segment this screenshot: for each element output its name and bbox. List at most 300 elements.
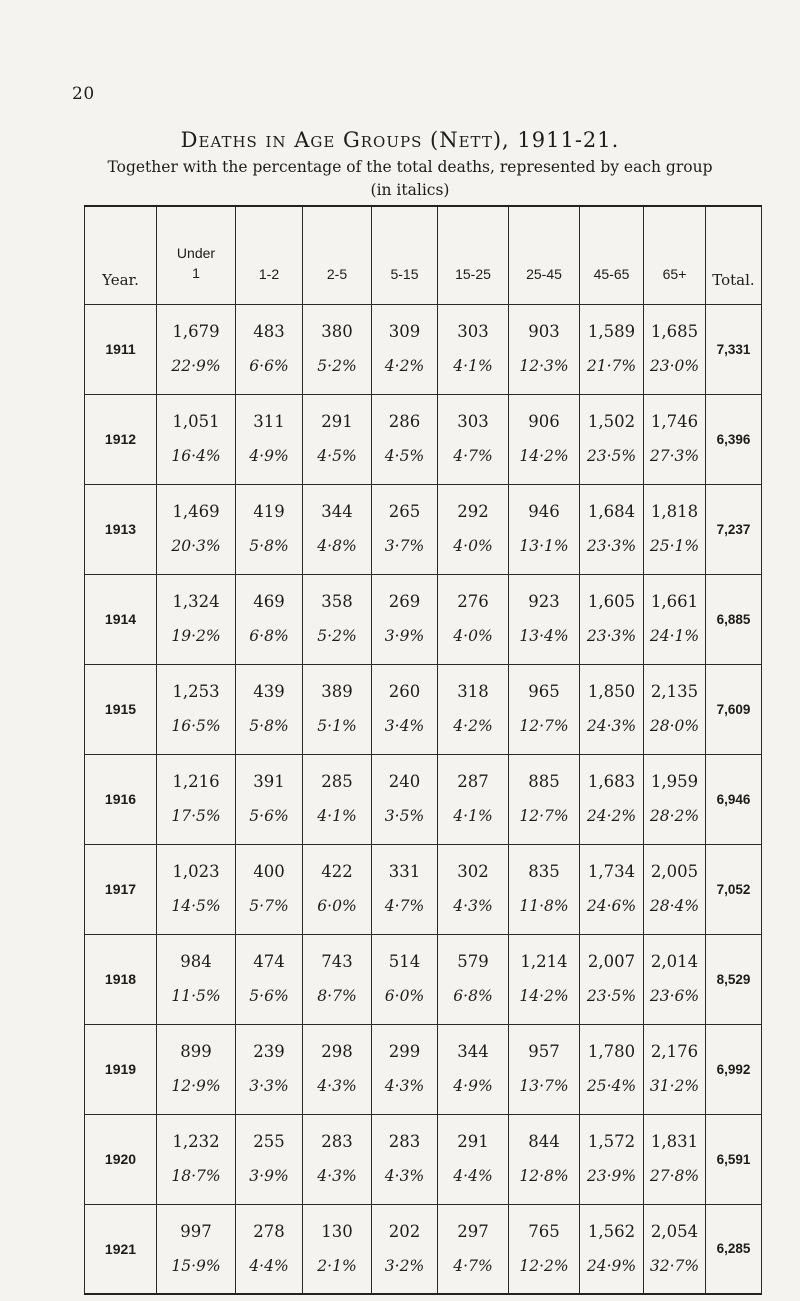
death-percentage: 6·8% (249, 627, 289, 645)
death-percentage: 6·6% (249, 357, 289, 375)
death-percentage: 27·8% (649, 1167, 700, 1185)
death-count: 1,572 (587, 1132, 636, 1151)
death-count: 923 (528, 592, 560, 611)
death-count: 1,850 (587, 682, 636, 701)
death-count: 291 (457, 1132, 489, 1151)
death-count-cell (157, 844, 236, 934)
death-percentage: 15·9% (171, 1256, 221, 1275)
death-count-cell (580, 394, 644, 484)
death-count: 835 (528, 862, 560, 881)
death-count-cell (157, 574, 236, 664)
death-count: 1,959 (650, 772, 699, 791)
header-total: Total. (706, 206, 762, 304)
death-count-cell (580, 844, 644, 934)
death-count-cell (438, 484, 509, 574)
death-percentage: 27·3% (649, 447, 700, 465)
total-cell: 7,052 (706, 844, 762, 934)
death-percentage: 4·3% (453, 897, 493, 915)
death-count-cell (580, 304, 644, 394)
death-percentage: 4·3% (317, 1167, 357, 1185)
death-count: 311 (253, 412, 285, 431)
death-count: 483 (253, 322, 285, 341)
header-under-1-line-2: 1 (192, 265, 200, 282)
table-row (85, 664, 762, 754)
death-percentage: 32·7% (649, 1256, 700, 1275)
death-percentage: 5·6% (249, 807, 289, 825)
death-percentage: 6·0% (384, 987, 425, 1005)
death-count: 1,818 (650, 502, 699, 521)
death-count: 283 (321, 1132, 353, 1151)
total-cell: 6,992 (706, 1024, 762, 1114)
death-count: 239 (253, 1042, 285, 1061)
death-count: 1,232 (172, 1132, 220, 1151)
death-percentage: 31·2% (649, 1077, 700, 1095)
death-count-cell (644, 304, 706, 394)
total-cell: 6,285 (706, 1204, 762, 1294)
death-percentage: 3·3% (249, 1077, 289, 1095)
death-count: 287 (457, 772, 489, 791)
death-percentage: 12·3% (519, 357, 569, 375)
death-count: 1,746 (650, 412, 699, 431)
death-count-cell (303, 1024, 372, 1114)
death-percentage: 4·0% (453, 537, 493, 555)
death-count: 946 (528, 502, 560, 521)
death-percentage: 23·9% (586, 1167, 637, 1185)
death-count-cell (509, 844, 580, 934)
death-count: 965 (528, 682, 560, 701)
death-count-cell (580, 664, 644, 754)
death-percentage: 24·1% (649, 627, 700, 645)
death-count: 2,054 (650, 1221, 699, 1241)
death-percentage: 16·5% (171, 717, 221, 735)
death-count-cell (438, 934, 509, 1024)
table-row (85, 1114, 762, 1204)
death-percentage: 4·5% (384, 447, 425, 465)
death-count: 1,324 (172, 592, 220, 611)
page-title: Deaths in Age Groups (Nett), 1911-21. (180, 128, 620, 152)
death-count: 278 (253, 1221, 285, 1241)
death-percentage: 4·5% (317, 447, 357, 465)
year-cell: 1919 (85, 1024, 157, 1114)
subtitle-line-2: (in italics) (370, 181, 450, 199)
death-count: 1,831 (650, 1132, 699, 1151)
death-percentage: 19·2% (171, 627, 221, 645)
death-count: 344 (457, 1042, 489, 1061)
death-count-cell (580, 1204, 644, 1294)
year-cell: 1916 (85, 754, 157, 844)
death-count-cell (157, 484, 236, 574)
death-count: 2,005 (650, 862, 699, 881)
death-percentage: 4·9% (453, 1077, 493, 1095)
death-percentage: 4·9% (249, 447, 289, 465)
header-1-2: 1-2 (236, 206, 303, 304)
death-count: 255 (253, 1132, 285, 1151)
death-percentage: 4·1% (317, 807, 357, 825)
header-45-65: 45-65 (580, 206, 644, 304)
death-count: 2,014 (650, 952, 699, 971)
death-count: 380 (321, 322, 353, 341)
year-cell: 1911 (85, 304, 157, 394)
death-count: 1,051 (172, 412, 220, 431)
death-count-cell (372, 844, 438, 934)
death-count-cell (438, 844, 509, 934)
death-percentage: 28·2% (649, 807, 700, 825)
death-count: 765 (528, 1221, 560, 1241)
year-cell: 1915 (85, 664, 157, 754)
death-count: 265 (388, 502, 421, 521)
death-count: 309 (388, 322, 421, 341)
death-count: 1,683 (587, 772, 636, 791)
death-percentage: 12·2% (519, 1256, 569, 1275)
death-count: 1,780 (587, 1042, 636, 1061)
death-count-cell (438, 394, 509, 484)
year-cell: 1912 (85, 394, 157, 484)
death-count: 514 (388, 952, 421, 971)
death-count-cell (438, 1024, 509, 1114)
death-count: 997 (180, 1221, 212, 1241)
death-count: 2,135 (650, 682, 699, 701)
death-count: 285 (321, 772, 353, 791)
death-percentage: 4·1% (453, 357, 493, 375)
death-count: 130 (321, 1221, 353, 1241)
death-count-cell (303, 304, 372, 394)
death-percentage: 12·7% (519, 717, 569, 735)
death-count-cell (509, 664, 580, 754)
death-percentage: 5·1% (317, 717, 357, 735)
death-percentage: 11·8% (519, 897, 569, 915)
death-percentage: 23·6% (649, 987, 700, 1005)
death-percentage: 3·5% (384, 807, 425, 825)
death-percentage: 4·3% (384, 1077, 425, 1095)
death-count: 1,253 (172, 682, 220, 701)
total-cell: 8,529 (706, 934, 762, 1024)
death-count: 1,502 (587, 412, 636, 431)
year-cell: 1918 (85, 934, 157, 1024)
death-count-cell (509, 484, 580, 574)
death-percentage: 4·3% (317, 1077, 357, 1095)
total-cell: 6,396 (706, 394, 762, 484)
death-count-cell (509, 1024, 580, 1114)
death-count: 303 (457, 322, 489, 341)
death-count: 844 (528, 1132, 560, 1151)
death-percentage: 4·2% (453, 717, 493, 735)
death-percentage: 16·4% (171, 447, 221, 465)
death-count-cell (303, 934, 372, 1024)
death-count-cell (157, 934, 236, 1024)
death-count-cell (644, 1024, 706, 1114)
death-count-cell (644, 934, 706, 1024)
death-count-cell (303, 754, 372, 844)
death-count-cell (644, 664, 706, 754)
death-count-cell (509, 754, 580, 844)
death-count-cell (236, 1204, 303, 1294)
death-count: 240 (388, 772, 421, 791)
death-count-cell (303, 1114, 372, 1204)
total-cell: 7,237 (706, 484, 762, 574)
death-count-cell (236, 844, 303, 934)
death-percentage: 4·8% (317, 537, 357, 555)
death-count-cell (509, 574, 580, 664)
table-row (85, 394, 762, 484)
death-count-cell (372, 1204, 438, 1294)
death-count: 302 (457, 862, 489, 881)
death-count: 391 (253, 772, 285, 791)
page-number: 20 (72, 84, 95, 104)
table-row (85, 1024, 762, 1114)
death-count-cell (438, 304, 509, 394)
death-percentage: 13·1% (519, 537, 569, 555)
death-percentage: 14·2% (519, 987, 569, 1005)
death-count-cell (644, 484, 706, 574)
deaths-table (84, 205, 762, 1295)
death-count-cell (580, 934, 644, 1024)
death-count-cell (157, 1024, 236, 1114)
death-count: 903 (528, 322, 560, 341)
death-count: 202 (388, 1221, 421, 1241)
death-count-cell (644, 1204, 706, 1294)
death-percentage: 4·7% (384, 897, 425, 915)
death-percentage: 4·2% (384, 357, 425, 375)
table-row (85, 934, 762, 1024)
death-count-cell (236, 664, 303, 754)
death-count-cell (509, 1114, 580, 1204)
death-percentage: 3·4% (384, 717, 425, 735)
year-cell: 1920 (85, 1114, 157, 1204)
death-count-cell (303, 1204, 372, 1294)
death-count: 439 (253, 682, 285, 701)
death-percentage: 6·8% (453, 987, 493, 1005)
header-65-plus: 65+ (644, 206, 706, 304)
death-percentage: 11·5% (171, 987, 221, 1005)
death-count-cell (303, 394, 372, 484)
death-count: 344 (321, 502, 353, 521)
death-count: 422 (321, 862, 353, 881)
death-count: 400 (253, 862, 285, 881)
death-count-cell (372, 754, 438, 844)
table-row (85, 1204, 762, 1294)
death-count-cell (372, 1114, 438, 1204)
death-count: 389 (321, 682, 353, 701)
death-count-cell (644, 394, 706, 484)
death-count: 2,007 (587, 952, 636, 971)
death-percentage: 3·9% (249, 1167, 289, 1185)
death-count-cell (644, 1114, 706, 1204)
death-count-cell (580, 1024, 644, 1114)
table-row (85, 484, 762, 574)
death-count-cell (580, 574, 644, 664)
death-count: 303 (457, 412, 489, 431)
death-percentage: 4·3% (384, 1167, 425, 1185)
death-count-cell (236, 1024, 303, 1114)
death-count-cell (372, 484, 438, 574)
header-5-15: 5-15 (372, 206, 438, 304)
death-percentage: 4·7% (453, 1256, 493, 1275)
death-count-cell (438, 754, 509, 844)
death-count: 885 (528, 772, 560, 791)
death-count: 1,679 (172, 322, 220, 341)
death-percentage: 28·4% (649, 897, 700, 915)
header-under-1 (157, 206, 236, 304)
death-percentage: 4·0% (453, 627, 493, 645)
death-count: 299 (388, 1042, 421, 1061)
death-count: 269 (388, 592, 421, 611)
year-cell: 1914 (85, 574, 157, 664)
death-count: 1,685 (650, 322, 699, 341)
death-count-cell (580, 1114, 644, 1204)
table-row (85, 304, 762, 394)
death-count: 260 (388, 682, 421, 701)
death-percentage: 23·0% (649, 357, 700, 375)
death-percentage: 24·6% (586, 897, 637, 915)
death-count-cell (157, 1204, 236, 1294)
death-percentage: 2·1% (317, 1256, 357, 1275)
death-count-cell (438, 1114, 509, 1204)
death-count-cell (509, 304, 580, 394)
death-count: 1,562 (587, 1221, 636, 1241)
death-percentage: 3·9% (384, 627, 425, 645)
total-cell: 7,331 (706, 304, 762, 394)
death-percentage: 28·0% (649, 717, 700, 735)
death-percentage: 23·5% (586, 987, 637, 1005)
death-count-cell (644, 844, 706, 934)
death-percentage: 23·3% (586, 627, 637, 645)
death-count-cell (236, 484, 303, 574)
death-count: 1,589 (587, 322, 636, 341)
death-percentage: 3·2% (384, 1256, 425, 1275)
death-percentage: 13·7% (519, 1077, 569, 1095)
death-count-cell (644, 754, 706, 844)
death-percentage: 20·3% (171, 537, 221, 555)
death-percentage: 23·3% (586, 537, 637, 555)
death-count: 469 (253, 592, 285, 611)
header-row (85, 206, 762, 304)
death-count: 358 (321, 592, 353, 611)
header-under-1-line-1: Under (176, 245, 216, 262)
death-count: 276 (457, 592, 489, 611)
death-count-cell (236, 754, 303, 844)
death-count-cell (157, 394, 236, 484)
death-count-cell (236, 304, 303, 394)
death-count: 984 (180, 952, 212, 971)
death-count: 331 (388, 862, 421, 881)
total-cell: 7,609 (706, 664, 762, 754)
death-percentage: 22·9% (171, 357, 221, 375)
death-count: 743 (321, 952, 353, 971)
table-row (85, 754, 762, 844)
death-count-cell (157, 754, 236, 844)
death-percentage: 25·1% (649, 537, 700, 555)
death-count-cell (438, 574, 509, 664)
death-count: 286 (388, 412, 421, 431)
death-percentage: 25·4% (586, 1077, 637, 1095)
table-row (85, 574, 762, 664)
year-cell: 1917 (85, 844, 157, 934)
death-count-cell (438, 1204, 509, 1294)
year-cell: 1913 (85, 484, 157, 574)
death-count: 579 (457, 952, 489, 971)
death-count: 1,734 (587, 862, 636, 881)
death-count: 957 (528, 1042, 560, 1061)
death-count: 292 (457, 502, 489, 521)
death-percentage: 5·7% (249, 897, 289, 915)
death-percentage: 4·7% (453, 447, 493, 465)
death-count-cell (303, 484, 372, 574)
death-count: 419 (253, 502, 285, 521)
death-count-cell (236, 934, 303, 1024)
death-count-cell (303, 844, 372, 934)
death-count: 283 (388, 1132, 421, 1151)
death-percentage: 14·2% (519, 447, 569, 465)
year-cell: 1921 (85, 1204, 157, 1294)
death-percentage: 24·2% (586, 807, 637, 825)
header-25-45: 25-45 (509, 206, 580, 304)
header-2-5: 2-5 (303, 206, 372, 304)
death-percentage: 12·7% (519, 807, 569, 825)
death-percentage: 12·8% (519, 1167, 569, 1185)
death-count: 291 (321, 412, 353, 431)
death-count: 1,214 (520, 952, 568, 971)
death-count: 1,684 (587, 502, 636, 521)
death-count-cell (509, 934, 580, 1024)
death-percentage: 24·3% (586, 717, 637, 735)
death-percentage: 4·4% (249, 1256, 289, 1275)
total-cell: 6,946 (706, 754, 762, 844)
death-count-cell (580, 484, 644, 574)
death-count: 474 (253, 952, 285, 971)
death-percentage: 5·8% (249, 537, 289, 555)
death-count-cell (372, 1024, 438, 1114)
death-percentage: 3·7% (384, 537, 425, 555)
death-count: 906 (528, 412, 560, 431)
death-count: 2,176 (650, 1042, 699, 1061)
death-count-cell (157, 664, 236, 754)
death-count: 899 (180, 1042, 212, 1061)
death-count: 1,469 (172, 502, 220, 521)
table-subtitle (60, 156, 760, 202)
death-count-cell (509, 1204, 580, 1294)
death-count-cell (303, 574, 372, 664)
total-cell: 6,591 (706, 1114, 762, 1204)
death-count-cell (372, 304, 438, 394)
death-percentage: 14·5% (171, 897, 221, 915)
death-percentage: 18·7% (171, 1167, 221, 1185)
death-count-cell (438, 664, 509, 754)
header-15-25: 15-25 (438, 206, 509, 304)
death-count-cell (580, 754, 644, 844)
death-count-cell (157, 304, 236, 394)
subtitle-line-1: Together with the percentage of the total deaths, represented by each group (107, 158, 713, 176)
death-count-cell (372, 664, 438, 754)
death-count: 1,661 (650, 592, 699, 611)
death-percentage: 12·9% (171, 1077, 221, 1095)
death-percentage: 5·6% (249, 987, 289, 1005)
death-count-cell (303, 664, 372, 754)
death-count-cell (372, 934, 438, 1024)
death-percentage: 4·4% (453, 1167, 493, 1185)
death-percentage: 5·2% (317, 357, 357, 375)
death-count-cell (236, 574, 303, 664)
death-percentage: 8·7% (317, 987, 357, 1005)
death-count: 1,023 (172, 862, 220, 881)
death-count: 297 (457, 1221, 489, 1241)
death-count-cell (236, 1114, 303, 1204)
death-percentage: 21·7% (586, 357, 637, 375)
death-count: 1,605 (587, 592, 636, 611)
death-count-cell (509, 394, 580, 484)
death-percentage: 24·9% (586, 1256, 637, 1275)
total-cell: 6,885 (706, 574, 762, 664)
death-count-cell (372, 394, 438, 484)
